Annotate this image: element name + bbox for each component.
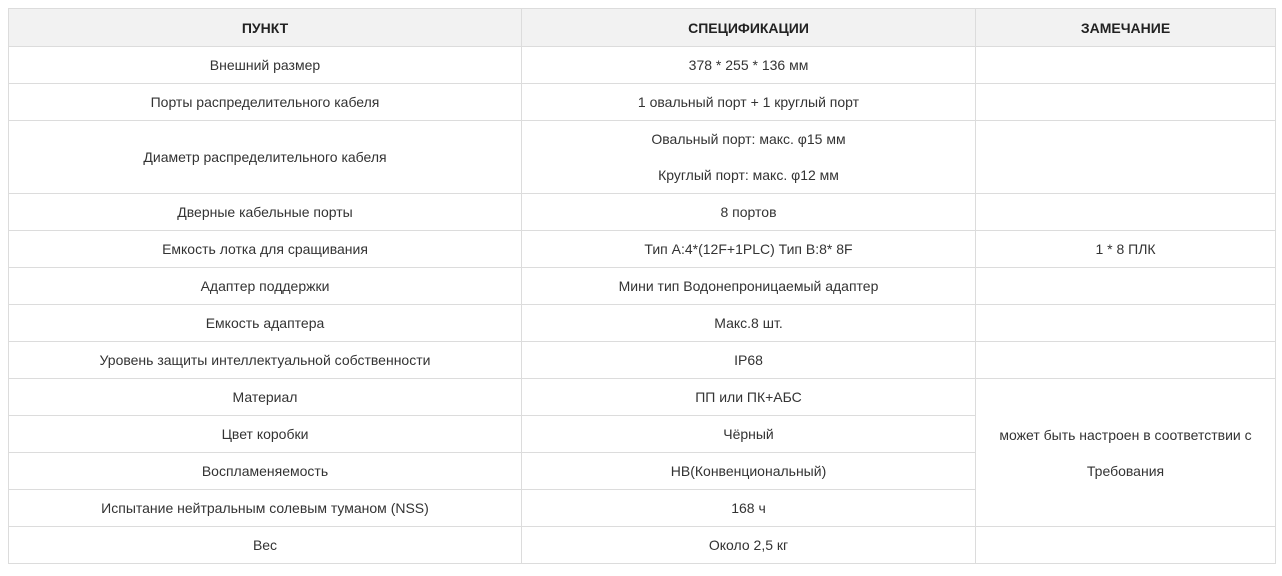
table-row	[9, 305, 1276, 342]
specifications-table	[8, 8, 1276, 564]
spec-cell: 1 овальный порт + 1 круглый порт	[522, 84, 976, 121]
table-header-row	[9, 9, 1276, 47]
spec-cell: HB(Конвенциональный)	[522, 453, 976, 490]
item-cell: Испытание нейтральным солевым туманом (NSS)	[9, 490, 522, 527]
table-row	[9, 84, 1276, 121]
note-cell	[976, 121, 1276, 194]
table-row	[9, 379, 1276, 416]
header-specifications: СПЕЦИФИКАЦИИ	[522, 9, 976, 47]
note-cell	[976, 527, 1276, 564]
note-line: Требования	[1086, 462, 1165, 479]
table-row	[9, 47, 1276, 84]
spec-line: Овальный порт: макс. φ15 мм	[651, 131, 846, 147]
note-cell	[976, 342, 1276, 379]
spec-cell: Мини тип Водонепроницаемый адаптер	[522, 268, 976, 305]
note-cell	[976, 47, 1276, 84]
item-cell: Внешний размер	[9, 47, 522, 84]
spec-line: Круглый порт: макс. φ12 мм	[658, 167, 839, 183]
table-row	[9, 121, 1276, 194]
spec-cell	[522, 121, 976, 194]
item-cell: Вес	[9, 527, 522, 564]
table-row	[9, 527, 1276, 564]
item-cell: Емкость лотка для сращивания	[9, 231, 522, 268]
spec-cell: 378 * 255 * 136 мм	[522, 47, 976, 84]
table-row	[9, 231, 1276, 268]
spec-cell: Около 2,5 кг	[522, 527, 976, 564]
note-line: может быть настроен в соответствии с	[999, 426, 1252, 443]
item-cell: Дверные кабельные порты	[9, 194, 522, 231]
spec-cell: Тип A:4*(12F+1PLC) Тип B:8* 8F	[522, 231, 976, 268]
item-cell: Емкость адаптера	[9, 305, 522, 342]
note-cell	[976, 194, 1276, 231]
note-cell	[976, 268, 1276, 305]
note-cell	[976, 84, 1276, 121]
item-cell: Уровень защиты интеллектуальной собственности	[9, 342, 522, 379]
header-note: ЗАМЕЧАНИЕ	[976, 9, 1276, 47]
spec-cell: 168 ч	[522, 490, 976, 527]
table-row	[9, 342, 1276, 379]
note-cell-merged	[976, 379, 1276, 527]
header-item: ПУНКТ	[9, 9, 522, 47]
table-row	[9, 194, 1276, 231]
spec-cell: IP68	[522, 342, 976, 379]
item-cell: Диаметр распределительного кабеля	[9, 121, 522, 194]
spec-cell: Макс.8 шт.	[522, 305, 976, 342]
note-cell	[976, 305, 1276, 342]
table-row	[9, 268, 1276, 305]
item-cell: Адаптер поддержки	[9, 268, 522, 305]
note-cell: 1 * 8 ПЛК	[976, 231, 1276, 268]
item-cell: Цвет коробки	[9, 416, 522, 453]
item-cell: Материал	[9, 379, 522, 416]
spec-cell: 8 портов	[522, 194, 976, 231]
spec-cell: Чёрный	[522, 416, 976, 453]
item-cell: Воспламеняемость	[9, 453, 522, 490]
item-cell: Порты распределительного кабеля	[9, 84, 522, 121]
spec-cell: ПП или ПК+АБС	[522, 379, 976, 416]
